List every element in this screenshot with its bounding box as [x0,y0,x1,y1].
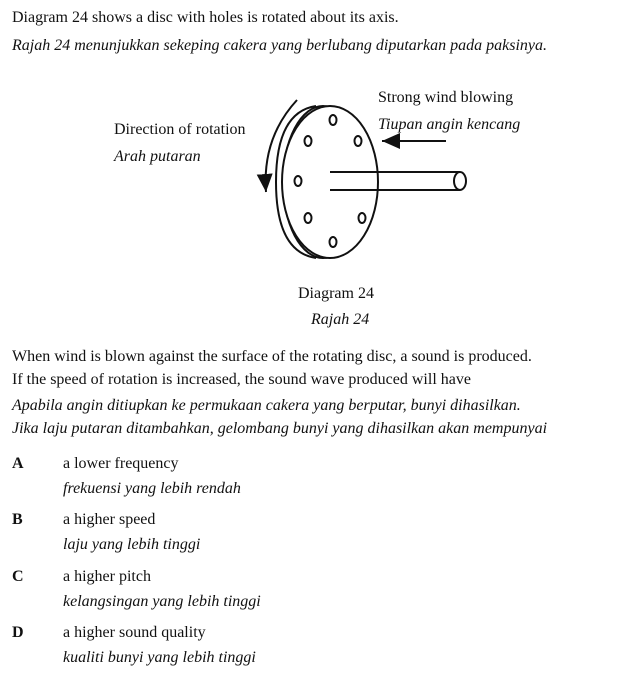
question-en-line2: If the speed of rotation is increased, the sound wave produced will have [12,371,471,388]
rotation-label-ms: Arah putaran [114,148,201,165]
wind-label-ms: Tiupan angin kencang [378,116,521,133]
caption-ms: Rajah 24 [311,311,370,328]
option-text-ms: laju yang lebih tinggi [63,536,201,553]
option-letter: D [12,624,24,641]
question-ms-line2: Jika laju putaran ditambahkan, gelombang bunyi yang dihasilkan akan mempunyai [12,420,548,437]
question-ms-line1: Apabila angin ditiupkan ke permukaan cakera yang berputar, bunyi dihasilkan. [12,397,521,414]
option-text-ms: kualiti bunyi yang lebih tinggi [63,649,256,666]
wind-label-en: Strong wind blowing [378,89,514,106]
option-text-ms: frekuensi yang lebih rendah [63,480,241,497]
axle-end [454,172,466,190]
option-text-ms: kelangsingan yang lebih tinggi [63,593,261,610]
intro-text-ms: Rajah 24 menunjukkan sekeping cakera yang berlubang diputarkan pada paksinya. [12,37,547,54]
option-text-en: a higher pitch [63,568,151,585]
disc-diagram [0,0,642,300]
option-letter: C [12,568,24,585]
intro-text-en: Diagram 24 shows a disc with holes is rotated about its axis. [12,9,399,26]
rotation-label-en: Direction of rotation [114,121,246,138]
option-text-en: a lower frequency [63,455,179,472]
option-text-en: a higher sound quality [63,624,206,641]
option-letter: B [12,511,23,528]
option-letter: A [12,455,24,472]
option-text-en: a higher speed [63,511,156,528]
question-en-line1: When wind is blown against the surface of the rotating disc, a sound is produced. [12,348,532,365]
caption-en: Diagram 24 [298,285,374,302]
